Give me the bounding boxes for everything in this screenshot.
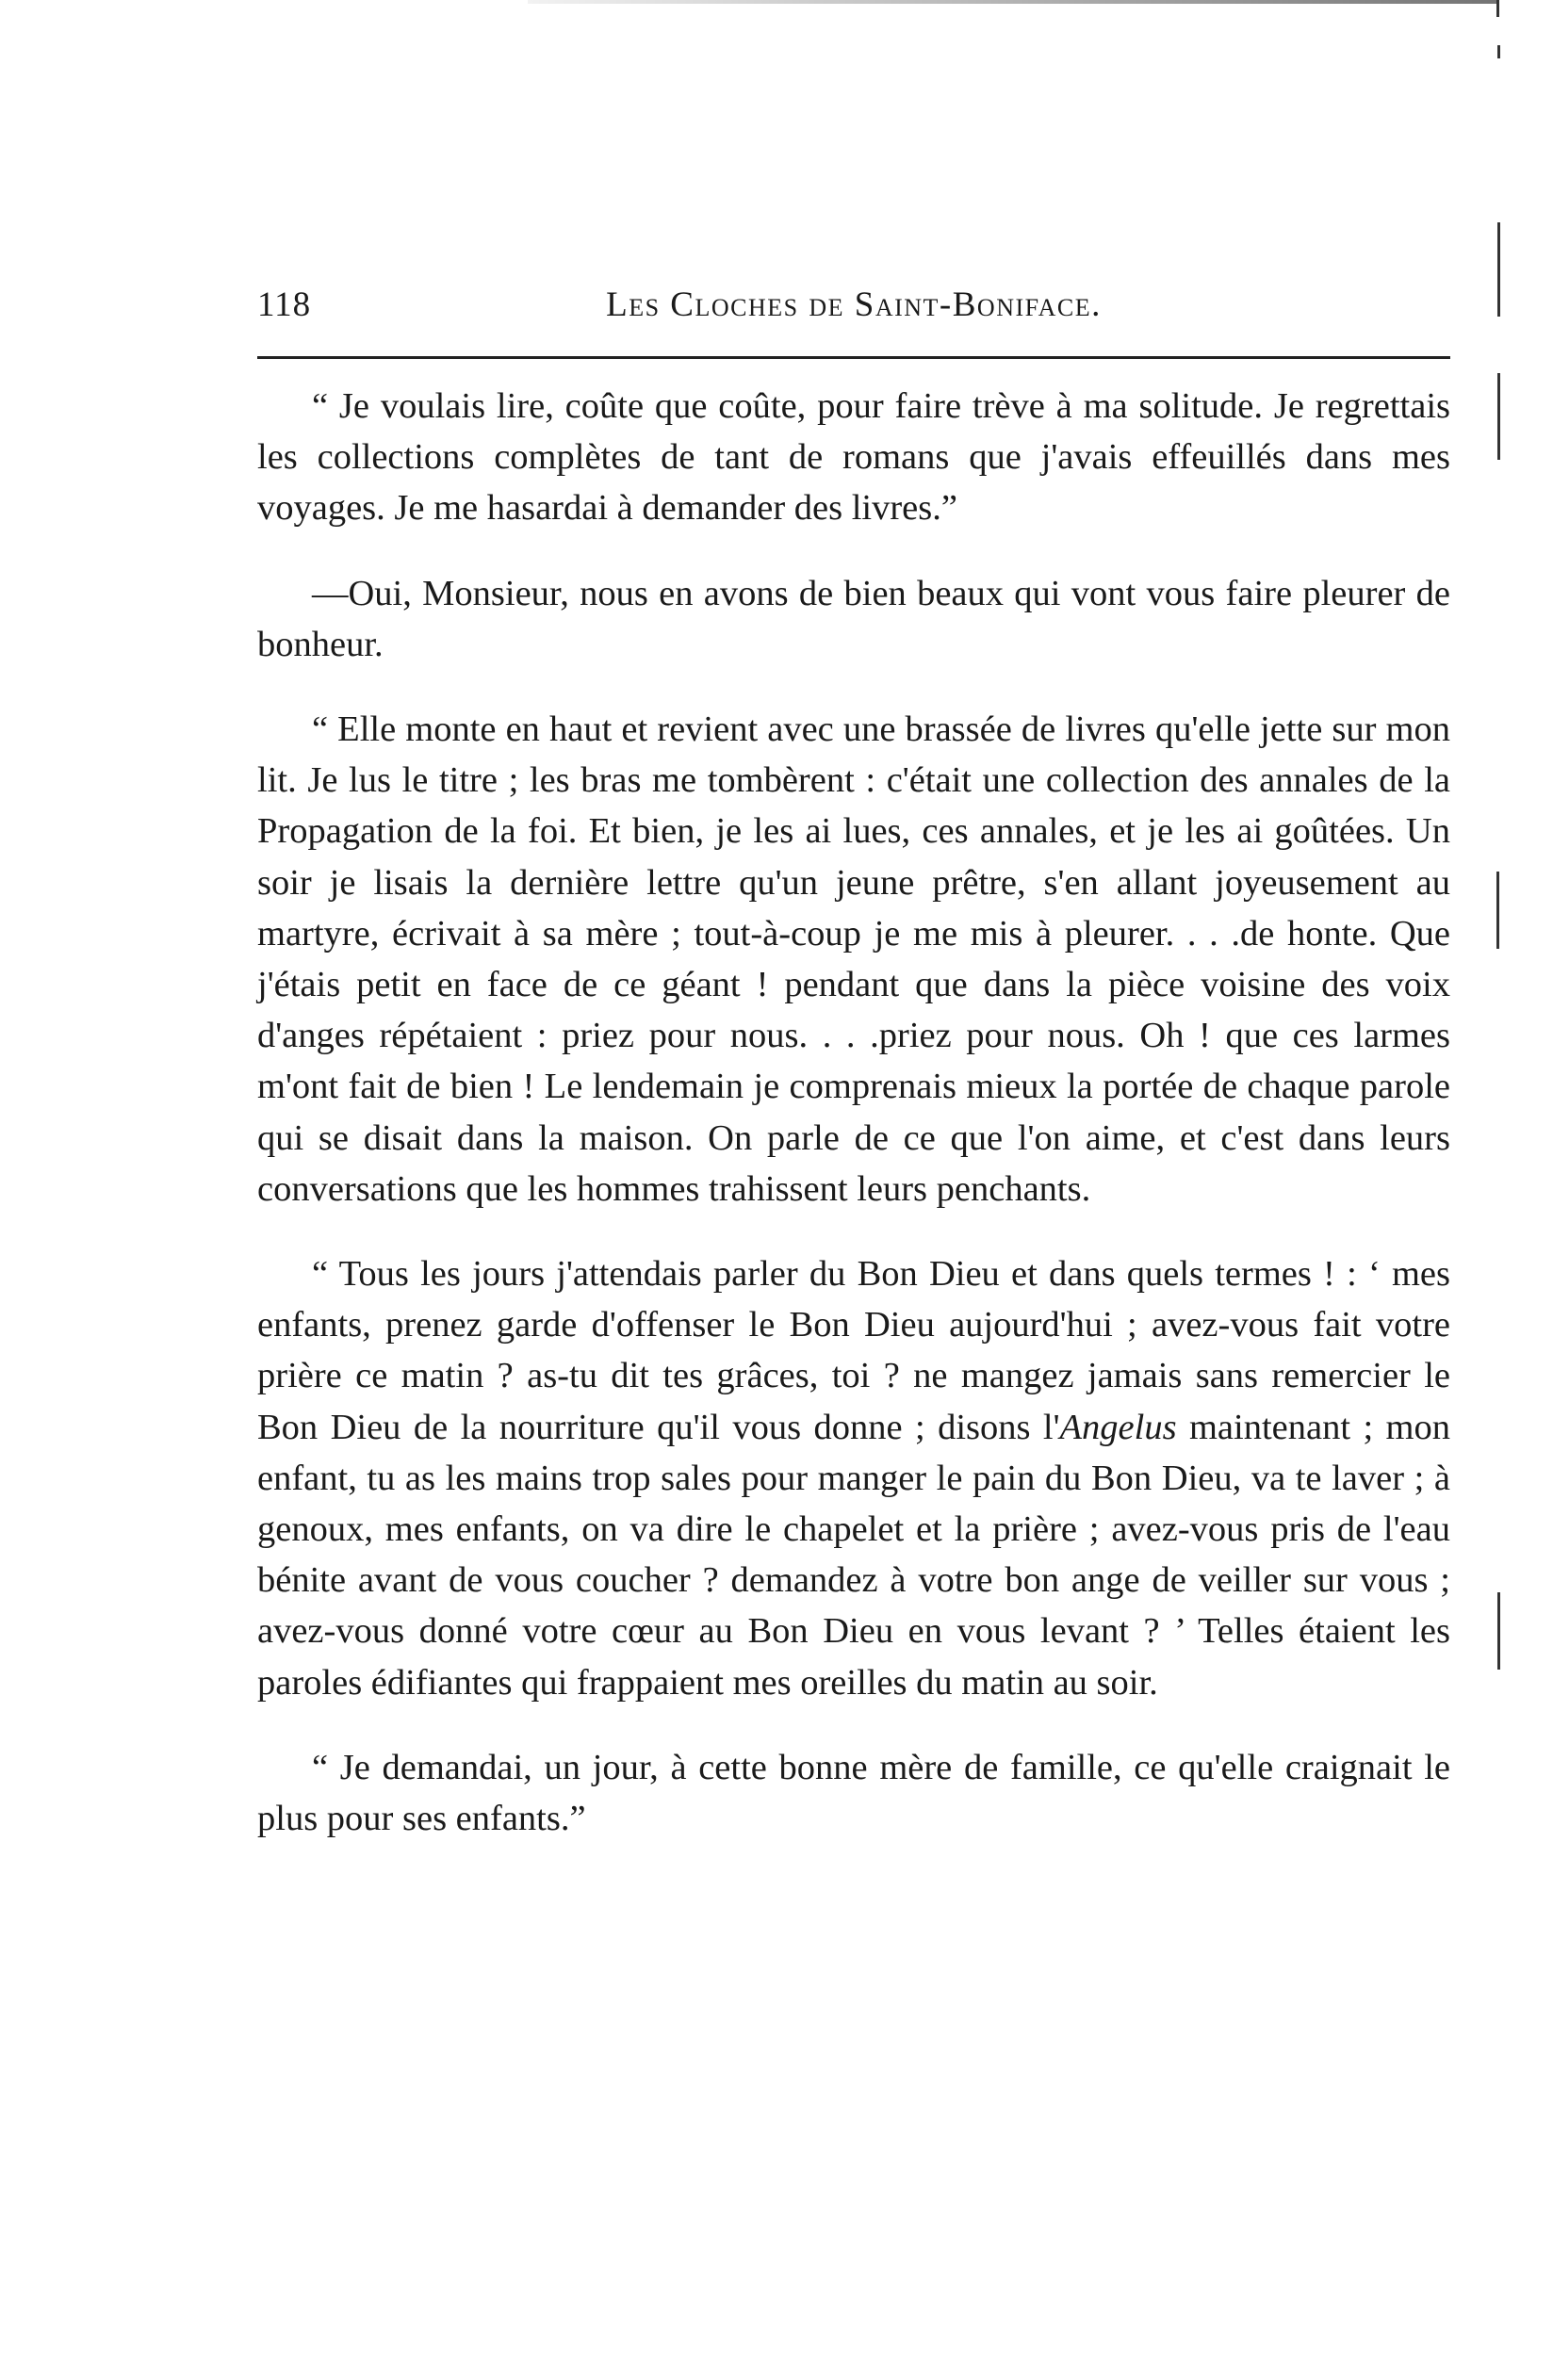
paragraph: [257, 381, 1450, 534]
paragraph-text: “ Je demandai, un jour, à cette bonne mère de famille, ce qu'elle craignait le plus pour ses enfants.”: [257, 1747, 1450, 1839]
page-header: [257, 279, 1450, 335]
italic-term: Angelus: [1059, 1407, 1177, 1447]
paragraph-text: “ Elle monte en haut et revient avec une brassée de livres qu'elle jette sur mon lit. Je lus le titre ; les bras me tombèrent : c'était une collection des annales de la Propagation de la foi. Et bien, je les ai lues, ces annales, et je les ai goûtées. Un soir je lisais la dernière lettre qu'un jeune prêtre, s'en allant joyeusement au martyre, écrivait à sa mère ; tout-à-coup je me mis à pleurer. . . .de honte. Que j'étais petit en face de ce géant ! pendant que dans la pièce voisine des voix d'anges répétaient : priez pour nous. . . .priez pour nous. Oh ! que ces larmes m'ont fait de bien ! Le lendemain je comprenais mieux la portée de chaque parole qui se disait dans la maison. On parle de ce que l'on aime, et c'est dans leurs conversations que les hommes trahissent leurs penchants.: [257, 709, 1450, 1209]
page-number: 118: [257, 285, 312, 324]
margin-mark: [1497, 222, 1500, 317]
margin-mark: [1496, 0, 1499, 17]
paragraph: [257, 704, 1450, 1214]
margin-mark: [1496, 872, 1499, 949]
paragraph: [257, 568, 1450, 670]
header-rule: [257, 356, 1450, 359]
paragraph-text: —Oui, Monsieur, nous en avons de bien beaux qui vont vous faire pleurer de bonheur.: [257, 573, 1450, 664]
running-title: Les Cloches de Saint-Boniface.: [606, 285, 1102, 324]
paragraph: [257, 1742, 1450, 1844]
paragraph: [257, 1248, 1450, 1708]
paragraph-text: maintenant ; mon enfant, tu as les mains trop sales pour manger le pain du Bon Dieu, va te laver ; à genoux, mes enfants, on va dire le chapelet et la prière ; avez-vous pris de l'eau bénite avant de vous coucher ? demandez à votre bon ange de veiller sur vous ; avez-vous donné votre cœur au Bon Dieu en vous levant ? ’ Telles étaient les paroles édifiantes qui frappaient mes oreilles du matin au soir.: [257, 1407, 1450, 1703]
margin-mark: [1497, 373, 1500, 460]
margin-mark: [1497, 45, 1500, 58]
paragraph-text: “ Je voulais lire, coûte que coûte, pour faire trève à ma solitude. Je regrettais les collections complètes de tant de romans que j'avais effeuillés dans mes voyages. Je me hasardai à demander des livres.”: [257, 386, 1450, 529]
margin-mark: [1497, 1592, 1500, 1670]
scan-top-edge: [528, 0, 1498, 4]
paragraph-text: “ Tous les jours j'attendais parler du Bon Dieu et dans quels termes ! : ‘ mes enfants, prenez garde d'offenser le Bon Dieu aujourd'hui ; avez-vous fait votre prière ce matin ? as-tu dit tes grâces, toi ? ne mangez jamais sans remercier le Bon Dieu de la nourriture qu'il vous donne ; disons l': [257, 1254, 1450, 1447]
body-text: [257, 381, 1450, 1844]
